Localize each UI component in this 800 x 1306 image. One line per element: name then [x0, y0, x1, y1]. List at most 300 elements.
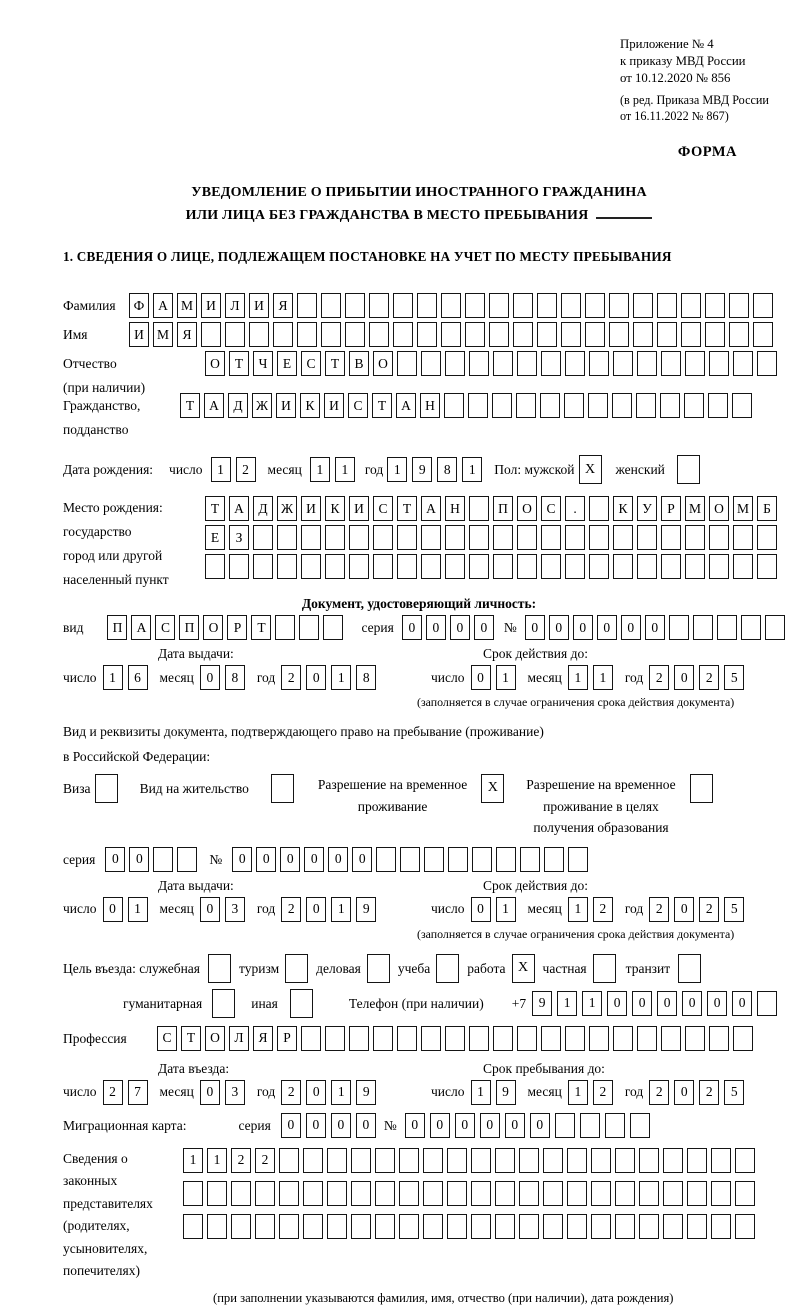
char-box[interactable]: 0: [632, 991, 652, 1016]
char-box[interactable]: 0: [280, 847, 300, 872]
char-box[interactable]: 0: [621, 615, 641, 640]
char-box[interactable]: [323, 615, 343, 640]
char-box[interactable]: [765, 615, 785, 640]
migration-series-boxes[interactable]: [281, 1113, 376, 1138]
char-box[interactable]: [615, 1214, 635, 1239]
char-box[interactable]: 0: [597, 615, 617, 640]
char-box[interactable]: [517, 554, 537, 579]
citizenship-boxes[interactable]: [180, 393, 752, 418]
char-box[interactable]: 8: [437, 457, 457, 482]
char-box[interactable]: [493, 525, 513, 550]
char-box[interactable]: [469, 1026, 489, 1051]
char-box[interactable]: [489, 293, 509, 318]
char-box[interactable]: [567, 1148, 587, 1173]
char-box[interactable]: [639, 1214, 659, 1239]
char-box[interactable]: Д: [228, 393, 248, 418]
char-box[interactable]: [445, 351, 465, 376]
char-box[interactable]: 0: [256, 847, 276, 872]
char-box[interactable]: [753, 322, 773, 347]
char-box[interactable]: [229, 554, 249, 579]
char-box[interactable]: [301, 525, 321, 550]
char-box[interactable]: [591, 1181, 611, 1206]
char-box[interactable]: [375, 1148, 395, 1173]
char-box[interactable]: [325, 525, 345, 550]
char-box[interactable]: [201, 322, 221, 347]
char-box[interactable]: 3: [225, 897, 245, 922]
char-box[interactable]: 2: [231, 1148, 251, 1173]
char-box[interactable]: [441, 322, 461, 347]
char-box[interactable]: [255, 1181, 275, 1206]
char-box[interactable]: [445, 554, 465, 579]
char-box[interactable]: [492, 393, 512, 418]
char-box[interactable]: 1: [496, 665, 516, 690]
char-box[interactable]: [735, 1214, 755, 1239]
char-box[interactable]: [541, 525, 561, 550]
char-box[interactable]: 2: [699, 1080, 719, 1105]
char-box[interactable]: [567, 1214, 587, 1239]
char-box[interactable]: [687, 1148, 707, 1173]
char-box[interactable]: 0: [471, 897, 491, 922]
char-box[interactable]: 5: [724, 897, 744, 922]
char-box[interactable]: Л: [229, 1026, 249, 1051]
char-box[interactable]: 0: [707, 991, 727, 1016]
char-box[interactable]: [708, 393, 728, 418]
char-box[interactable]: [255, 1214, 275, 1239]
visa-checkbox[interactable]: [95, 774, 118, 803]
representatives-row3-boxes[interactable]: [183, 1214, 755, 1239]
doc-series-boxes[interactable]: [402, 615, 494, 640]
char-box[interactable]: [729, 293, 749, 318]
char-box[interactable]: [516, 393, 536, 418]
char-box[interactable]: И: [301, 496, 321, 521]
char-box[interactable]: [441, 293, 461, 318]
char-box[interactable]: С: [373, 496, 393, 521]
char-box[interactable]: 1: [471, 1080, 491, 1105]
char-box[interactable]: 0: [471, 665, 491, 690]
char-box[interactable]: [369, 322, 389, 347]
char-box[interactable]: [709, 351, 729, 376]
char-box[interactable]: [537, 322, 557, 347]
char-box[interactable]: [757, 554, 777, 579]
char-box[interactable]: [580, 1113, 600, 1138]
char-box[interactable]: [661, 554, 681, 579]
char-box[interactable]: 0: [674, 1080, 694, 1105]
char-box[interactable]: [637, 554, 657, 579]
char-box[interactable]: 1: [387, 457, 407, 482]
char-box[interactable]: [225, 322, 245, 347]
char-box[interactable]: Т: [372, 393, 392, 418]
char-box[interactable]: [543, 1214, 563, 1239]
char-box[interactable]: И: [201, 293, 221, 318]
representatives-row2-boxes[interactable]: [183, 1181, 755, 1206]
char-box[interactable]: 0: [573, 615, 593, 640]
char-box[interactable]: 1: [568, 665, 588, 690]
char-box[interactable]: [345, 322, 365, 347]
char-box[interactable]: [753, 293, 773, 318]
doc-type-boxes[interactable]: [107, 615, 343, 640]
char-box[interactable]: 0: [549, 615, 569, 640]
char-box[interactable]: 0: [304, 847, 324, 872]
char-box[interactable]: О: [373, 351, 393, 376]
char-box[interactable]: [567, 1181, 587, 1206]
char-box[interactable]: [541, 554, 561, 579]
entry-month-boxes[interactable]: [200, 1080, 245, 1105]
char-box[interactable]: [465, 293, 485, 318]
char-box[interactable]: [375, 1181, 395, 1206]
char-box[interactable]: И: [349, 496, 369, 521]
char-box[interactable]: 1: [582, 991, 602, 1016]
char-box[interactable]: [757, 991, 777, 1016]
char-box[interactable]: [591, 1148, 611, 1173]
char-box[interactable]: Я: [253, 1026, 273, 1051]
char-box[interactable]: С: [157, 1026, 177, 1051]
char-box[interactable]: [519, 1214, 539, 1239]
male-checkbox[interactable]: X: [579, 455, 602, 484]
char-box[interactable]: [423, 1214, 443, 1239]
char-box[interactable]: [637, 525, 657, 550]
char-box[interactable]: [273, 322, 293, 347]
char-box[interactable]: С: [301, 351, 321, 376]
char-box[interactable]: [469, 525, 489, 550]
char-box[interactable]: [495, 1148, 515, 1173]
char-box[interactable]: [729, 322, 749, 347]
char-box[interactable]: [711, 1214, 731, 1239]
char-box[interactable]: [297, 322, 317, 347]
char-box[interactable]: З: [229, 525, 249, 550]
char-box[interactable]: 1: [128, 897, 148, 922]
char-box[interactable]: [513, 293, 533, 318]
valid-month-boxes[interactable]: [568, 665, 613, 690]
char-box[interactable]: 2: [236, 457, 256, 482]
edu-permit-checkbox[interactable]: [690, 774, 713, 803]
birth-day-boxes[interactable]: [211, 457, 256, 482]
char-box[interactable]: 9: [356, 897, 376, 922]
profession-boxes[interactable]: [157, 1026, 753, 1051]
char-box[interactable]: [299, 615, 319, 640]
char-box[interactable]: [661, 525, 681, 550]
char-box[interactable]: [735, 1148, 755, 1173]
char-box[interactable]: [663, 1214, 683, 1239]
char-box[interactable]: Е: [205, 525, 225, 550]
char-box[interactable]: Р: [227, 615, 247, 640]
char-box[interactable]: А: [204, 393, 224, 418]
char-box[interactable]: 1: [183, 1148, 203, 1173]
char-box[interactable]: [345, 293, 365, 318]
purpose-study-checkbox[interactable]: [436, 954, 459, 983]
char-box[interactable]: 1: [568, 897, 588, 922]
purpose-tourism-checkbox[interactable]: [285, 954, 308, 983]
char-box[interactable]: 9: [356, 1080, 376, 1105]
char-box[interactable]: К: [325, 496, 345, 521]
char-box[interactable]: [685, 554, 705, 579]
char-box[interactable]: [495, 1181, 515, 1206]
char-box[interactable]: [275, 615, 295, 640]
char-box[interactable]: 0: [200, 665, 220, 690]
char-box[interactable]: [207, 1181, 227, 1206]
char-box[interactable]: 2: [649, 1080, 669, 1105]
char-box[interactable]: [468, 393, 488, 418]
issue-month-boxes[interactable]: [200, 665, 245, 690]
char-box[interactable]: 2: [281, 1080, 301, 1105]
char-box[interactable]: [565, 525, 585, 550]
char-box[interactable]: Т: [181, 1026, 201, 1051]
char-box[interactable]: 1: [331, 1080, 351, 1105]
char-box[interactable]: [303, 1181, 323, 1206]
residence-permit-checkbox[interactable]: [271, 774, 294, 803]
char-box[interactable]: [687, 1181, 707, 1206]
char-box[interactable]: [633, 322, 653, 347]
char-box[interactable]: [277, 525, 297, 550]
char-box[interactable]: О: [203, 615, 223, 640]
issue-year-boxes[interactable]: [281, 665, 376, 690]
char-box[interactable]: К: [613, 496, 633, 521]
purpose-other-checkbox[interactable]: [290, 989, 313, 1018]
char-box[interactable]: [685, 1026, 705, 1051]
char-box[interactable]: [325, 554, 345, 579]
char-box[interactable]: .: [565, 496, 585, 521]
char-box[interactable]: [585, 322, 605, 347]
birth-year-boxes[interactable]: [387, 457, 482, 482]
char-box[interactable]: [589, 1026, 609, 1051]
char-box[interactable]: [277, 554, 297, 579]
char-box[interactable]: Е: [277, 351, 297, 376]
char-box[interactable]: [555, 1113, 575, 1138]
entry-year-boxes[interactable]: [281, 1080, 376, 1105]
char-box[interactable]: 0: [657, 991, 677, 1016]
char-box[interactable]: [709, 1026, 729, 1051]
char-box[interactable]: [639, 1181, 659, 1206]
female-checkbox[interactable]: [677, 455, 700, 484]
char-box[interactable]: 0: [306, 897, 326, 922]
residence-issue-day-boxes[interactable]: [103, 897, 148, 922]
char-box[interactable]: [400, 847, 420, 872]
char-box[interactable]: [469, 554, 489, 579]
char-box[interactable]: А: [229, 496, 249, 521]
char-box[interactable]: [687, 1214, 707, 1239]
char-box[interactable]: И: [129, 322, 149, 347]
char-box[interactable]: [469, 351, 489, 376]
char-box[interactable]: И: [276, 393, 296, 418]
char-box[interactable]: 0: [129, 847, 149, 872]
char-box[interactable]: [424, 847, 444, 872]
char-box[interactable]: К: [300, 393, 320, 418]
char-box[interactable]: О: [205, 1026, 225, 1051]
char-box[interactable]: 1: [557, 991, 577, 1016]
patronymic-boxes[interactable]: [205, 351, 777, 376]
char-box[interactable]: 1: [496, 897, 516, 922]
char-box[interactable]: [472, 847, 492, 872]
char-box[interactable]: [757, 525, 777, 550]
char-box[interactable]: [685, 525, 705, 550]
char-box[interactable]: [612, 393, 632, 418]
char-box[interactable]: [733, 1026, 753, 1051]
char-box[interactable]: [519, 1148, 539, 1173]
char-box[interactable]: [589, 554, 609, 579]
char-box[interactable]: [399, 1214, 419, 1239]
representatives-row1-boxes[interactable]: [183, 1148, 755, 1173]
char-box[interactable]: [609, 293, 629, 318]
residence-valid-month-boxes[interactable]: [568, 897, 613, 922]
residence-valid-year-boxes[interactable]: [649, 897, 744, 922]
char-box[interactable]: 1: [462, 457, 482, 482]
char-box[interactable]: 2: [281, 897, 301, 922]
char-box[interactable]: [496, 847, 516, 872]
char-box[interactable]: О: [517, 496, 537, 521]
char-box[interactable]: Б: [757, 496, 777, 521]
char-box[interactable]: [325, 1026, 345, 1051]
char-box[interactable]: 0: [525, 615, 545, 640]
char-box[interactable]: Т: [205, 496, 225, 521]
char-box[interactable]: [421, 554, 441, 579]
char-box[interactable]: [393, 293, 413, 318]
char-box[interactable]: [661, 351, 681, 376]
char-box[interactable]: [493, 1026, 513, 1051]
char-box[interactable]: [541, 351, 561, 376]
char-box[interactable]: [465, 322, 485, 347]
char-box[interactable]: [183, 1181, 203, 1206]
char-box[interactable]: [630, 1113, 650, 1138]
char-box[interactable]: А: [421, 496, 441, 521]
char-box[interactable]: [303, 1148, 323, 1173]
char-box[interactable]: [564, 393, 584, 418]
char-box[interactable]: [393, 322, 413, 347]
char-box[interactable]: 8: [356, 665, 376, 690]
char-box[interactable]: [541, 1026, 561, 1051]
char-box[interactable]: [297, 293, 317, 318]
char-box[interactable]: 1: [335, 457, 355, 482]
char-box[interactable]: [417, 322, 437, 347]
char-box[interactable]: 0: [232, 847, 252, 872]
char-box[interactable]: 2: [593, 1080, 613, 1105]
char-box[interactable]: [735, 1181, 755, 1206]
char-box[interactable]: 0: [103, 897, 123, 922]
char-box[interactable]: [375, 1214, 395, 1239]
char-box[interactable]: 2: [593, 897, 613, 922]
char-box[interactable]: [177, 847, 197, 872]
char-box[interactable]: Н: [445, 496, 465, 521]
char-box[interactable]: [588, 393, 608, 418]
char-box[interactable]: Т: [229, 351, 249, 376]
char-box[interactable]: 2: [281, 665, 301, 690]
char-box[interactable]: 0: [455, 1113, 475, 1138]
char-box[interactable]: 9: [532, 991, 552, 1016]
char-box[interactable]: А: [131, 615, 151, 640]
char-box[interactable]: [373, 1026, 393, 1051]
birth-place-row1-boxes[interactable]: [205, 496, 777, 521]
char-box[interactable]: 6: [128, 665, 148, 690]
char-box[interactable]: П: [493, 496, 513, 521]
char-box[interactable]: Н: [420, 393, 440, 418]
char-box[interactable]: Т: [251, 615, 271, 640]
char-box[interactable]: [732, 393, 752, 418]
char-box[interactable]: Т: [325, 351, 345, 376]
char-box[interactable]: [373, 554, 393, 579]
char-box[interactable]: [447, 1148, 467, 1173]
char-box[interactable]: 0: [200, 1080, 220, 1105]
char-box[interactable]: 5: [724, 1080, 744, 1105]
char-box[interactable]: 0: [426, 615, 446, 640]
char-box[interactable]: [397, 1026, 417, 1051]
char-box[interactable]: [471, 1181, 491, 1206]
char-box[interactable]: [733, 351, 753, 376]
char-box[interactable]: И: [249, 293, 269, 318]
char-box[interactable]: [397, 351, 417, 376]
char-box[interactable]: 1: [593, 665, 613, 690]
char-box[interactable]: [565, 554, 585, 579]
issue-day-boxes[interactable]: [103, 665, 148, 690]
char-box[interactable]: [493, 554, 513, 579]
char-box[interactable]: П: [179, 615, 199, 640]
char-box[interactable]: 0: [356, 1113, 376, 1138]
char-box[interactable]: [399, 1181, 419, 1206]
char-box[interactable]: [423, 1148, 443, 1173]
char-box[interactable]: [205, 554, 225, 579]
char-box[interactable]: 0: [450, 615, 470, 640]
purpose-official-checkbox[interactable]: [208, 954, 231, 983]
char-box[interactable]: М: [685, 496, 705, 521]
char-box[interactable]: [327, 1181, 347, 1206]
phone-boxes[interactable]: [532, 991, 777, 1016]
char-box[interactable]: [399, 1148, 419, 1173]
char-box[interactable]: 0: [105, 847, 125, 872]
char-box[interactable]: [639, 1148, 659, 1173]
char-box[interactable]: [684, 393, 704, 418]
char-box[interactable]: [663, 1181, 683, 1206]
char-box[interactable]: [705, 322, 725, 347]
char-box[interactable]: С: [541, 496, 561, 521]
char-box[interactable]: В: [349, 351, 369, 376]
char-box[interactable]: [519, 1181, 539, 1206]
char-box[interactable]: М: [153, 322, 173, 347]
char-box[interactable]: [321, 293, 341, 318]
char-box[interactable]: 3: [225, 1080, 245, 1105]
char-box[interactable]: М: [733, 496, 753, 521]
char-box[interactable]: Д: [253, 496, 273, 521]
char-box[interactable]: 1: [331, 665, 351, 690]
char-box[interactable]: [397, 525, 417, 550]
char-box[interactable]: [448, 847, 468, 872]
char-box[interactable]: [369, 293, 389, 318]
char-box[interactable]: [711, 1181, 731, 1206]
char-box[interactable]: 2: [699, 897, 719, 922]
char-box[interactable]: [351, 1148, 371, 1173]
char-box[interactable]: [397, 554, 417, 579]
char-box[interactable]: [637, 351, 657, 376]
char-box[interactable]: Т: [397, 496, 417, 521]
char-box[interactable]: Ч: [253, 351, 273, 376]
purpose-humanitarian-checkbox[interactable]: [212, 989, 235, 1018]
char-box[interactable]: 0: [352, 847, 372, 872]
char-box[interactable]: [709, 554, 729, 579]
temp-permit-checkbox[interactable]: X: [481, 774, 504, 803]
char-box[interactable]: Л: [225, 293, 245, 318]
char-box[interactable]: 0: [402, 615, 422, 640]
char-box[interactable]: [613, 1026, 633, 1051]
char-box[interactable]: [543, 1148, 563, 1173]
char-box[interactable]: [633, 293, 653, 318]
char-box[interactable]: [544, 847, 564, 872]
char-box[interactable]: 0: [480, 1113, 500, 1138]
char-box[interactable]: [661, 1026, 681, 1051]
char-box[interactable]: [207, 1214, 227, 1239]
residence-number-boxes[interactable]: [232, 847, 588, 872]
char-box[interactable]: Ж: [252, 393, 272, 418]
char-box[interactable]: [657, 322, 677, 347]
char-box[interactable]: [709, 525, 729, 550]
char-box[interactable]: [589, 525, 609, 550]
char-box[interactable]: 9: [496, 1080, 516, 1105]
char-box[interactable]: [517, 1026, 537, 1051]
